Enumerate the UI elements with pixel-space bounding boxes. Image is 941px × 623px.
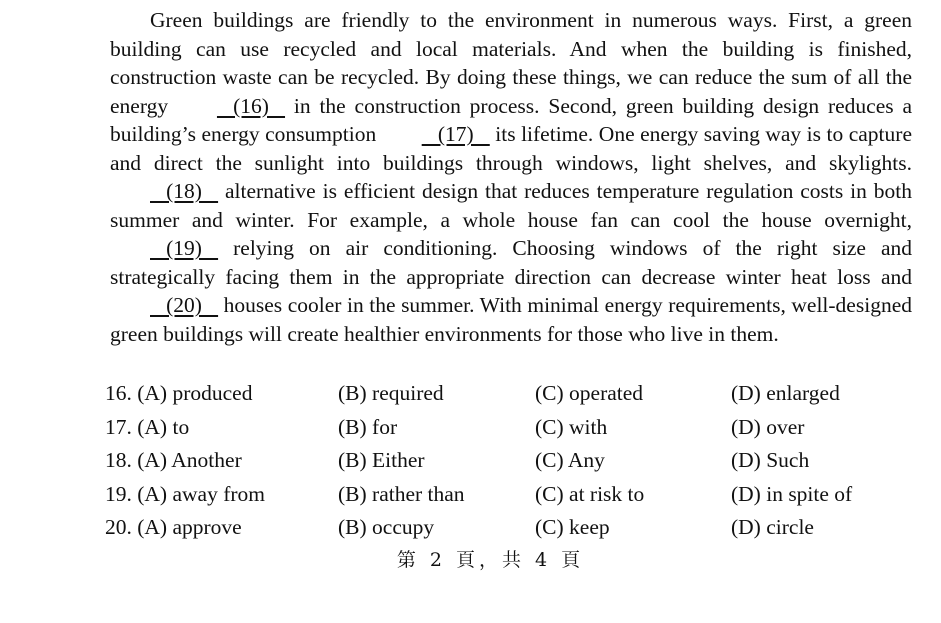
option-c: (C) at risk to (535, 481, 645, 506)
passage-text: its lifetime. One energy saving way is to capture and direct the sunlight into buildings through windows, light shelves, and skylights. (110, 122, 912, 175)
option-c: (C) keep (535, 515, 610, 539)
option-a: 20. (A) approve (105, 515, 242, 539)
option-d: (D) circle (731, 515, 814, 539)
option-c: (C) Any (535, 448, 605, 472)
passage-text: in the construction process. Second, green building design reduces a building’s energy consumption (110, 93, 912, 146)
blank-18: (18) (150, 179, 219, 203)
option-b: (B) required (338, 381, 444, 405)
option-b: (B) Either (338, 448, 425, 472)
question-row-18 (105, 446, 905, 480)
question-row-16 (105, 379, 905, 413)
option-d: (D) over (731, 414, 805, 439)
option-d: (D) enlarged (731, 381, 840, 405)
option-d: (D) Such (731, 448, 810, 472)
option-a: 17. (A) to (105, 414, 190, 439)
option-b: (B) rather than (338, 481, 465, 506)
passage-paragraph (110, 6, 912, 348)
option-d: (D) in spite of (731, 481, 853, 506)
option-b: (B) for (338, 414, 398, 439)
question-row-17 (105, 413, 905, 447)
option-b: (B) occupy (338, 515, 435, 539)
passage-text: Green buildings are friendly to the environment in numerous ways. First, a green building can use recycled and local materials. And when the building is finished, construction waste can be recycled. By doing these things, we can reduce the sum of all the energy (110, 8, 912, 118)
blank-17: (17) (421, 122, 490, 146)
question-row-20 (105, 513, 905, 547)
question-row-19 (105, 480, 905, 514)
blank-16: (16) (216, 93, 286, 118)
option-a: 19. (A) away from (105, 481, 266, 506)
option-a: 16. (A) produced (105, 381, 253, 405)
blank-20: (20) (150, 293, 219, 317)
option-c: (C) operated (535, 381, 644, 405)
passage-text: relying on air conditioning. Choosing windows of the right size and strategically facing them in the appropriate direction can decrease winter heat loss and (110, 236, 912, 289)
option-a: 18. (A) Another (105, 448, 242, 472)
question-list (105, 379, 905, 547)
option-c: (C) with (535, 414, 608, 439)
passage-text: alternative is efficient design that reduces temperature regulation costs in both summer and winter. For example, a whole house fan can cool the house overnight, (110, 179, 912, 232)
blank-19: (19) (150, 236, 219, 260)
page-number: 第 2 頁，共 4 頁 (396, 549, 585, 571)
passage-text: houses cooler in the summer. With minimal energy requirements, well-designed green buildings will create healthier environments for those who live in them. (110, 293, 912, 346)
